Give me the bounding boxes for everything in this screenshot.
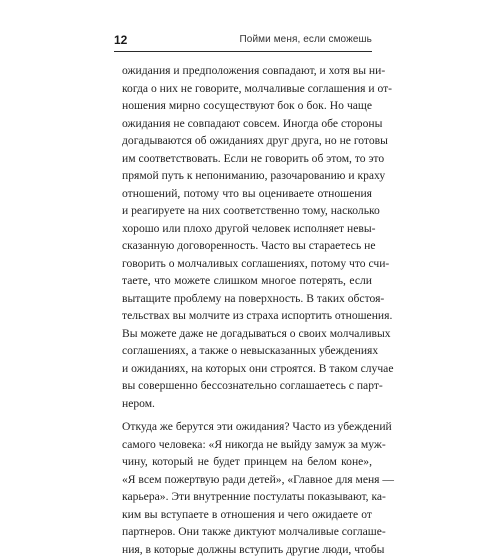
text-line: Откуда же берутся эти ожидания? Часто из убеждений [122, 418, 372, 436]
text-line: ожидания и предположения совпадают, и хотя вы ни- [122, 62, 372, 80]
page-number: 12 [114, 33, 127, 47]
text-line: нером. [122, 395, 372, 413]
text-line: хорошо или плохо другой человек исполняет невы- [122, 220, 372, 238]
text-line: вытащите проблему на поверхность. В таких обстоя- [122, 290, 372, 308]
text-line: партнеров. Они также диктуют молчаливые соглаше- [122, 523, 372, 541]
text-line: отношений, потому что вы оцениваете отношения [122, 185, 372, 203]
text-line: соглашениях, а также о невысказанных убеждениях [122, 342, 372, 360]
text-line: ния, в которые должны вступить другие люди, чтобы [122, 541, 372, 558]
text-line: ношения мирно сосуществуют бок о бок. Но чаще [122, 97, 372, 115]
text-line: и ожиданиях, на которых они строятся. В таком случае [122, 360, 372, 378]
text-line: чину, который не будет принцем на белом коне», [122, 453, 372, 471]
text-line: сказанную договоренность. Часто вы стараетесь не [122, 237, 372, 255]
text-line: прямой путь к непониманию, разочарованию и краху [122, 167, 372, 185]
text-line: и реагируете на них соответственно тому, насколько [122, 202, 372, 220]
body-text [122, 62, 372, 558]
text-line: ким вы вступаете в отношения и чего ожидаете от [122, 506, 372, 524]
text-line: тельствах вы молчите из страха испортить отношения. [122, 307, 372, 325]
text-line: вы совершенно бессознательно соглашаетесь с парт- [122, 377, 372, 395]
text-line: говорить о молчаливых соглашениях, потому что счи- [122, 255, 372, 273]
text-line: догадываются об ожиданиях друг друга, но не готовы [122, 132, 372, 150]
paragraph-1 [122, 62, 372, 412]
text-line: Вы можете даже не догадываться о своих молчаливых [122, 325, 372, 343]
text-line: им соответствовать. Если не говорить об этом, то это [122, 150, 372, 168]
text-line: карьера». Эти внутренние постулаты показывают, ка- [122, 488, 372, 506]
text-line: ожидания не совпадают совсем. Иногда обе стороны [122, 115, 372, 133]
text-line: самого человека: «Я никогда не выйду замуж за муж- [122, 436, 372, 454]
text-line: когда о них не говорите, молчаливые соглашения и от- [122, 80, 372, 98]
paragraph-2 [122, 418, 372, 558]
running-head: Пойми меня, если сможешь [240, 34, 372, 45]
text-line: «Я всем пожертвую ради детей», «Главное для меня — [122, 471, 372, 489]
text-line: таете, что можете слишком многое потерять, если [122, 272, 372, 290]
header-rule [114, 51, 372, 52]
